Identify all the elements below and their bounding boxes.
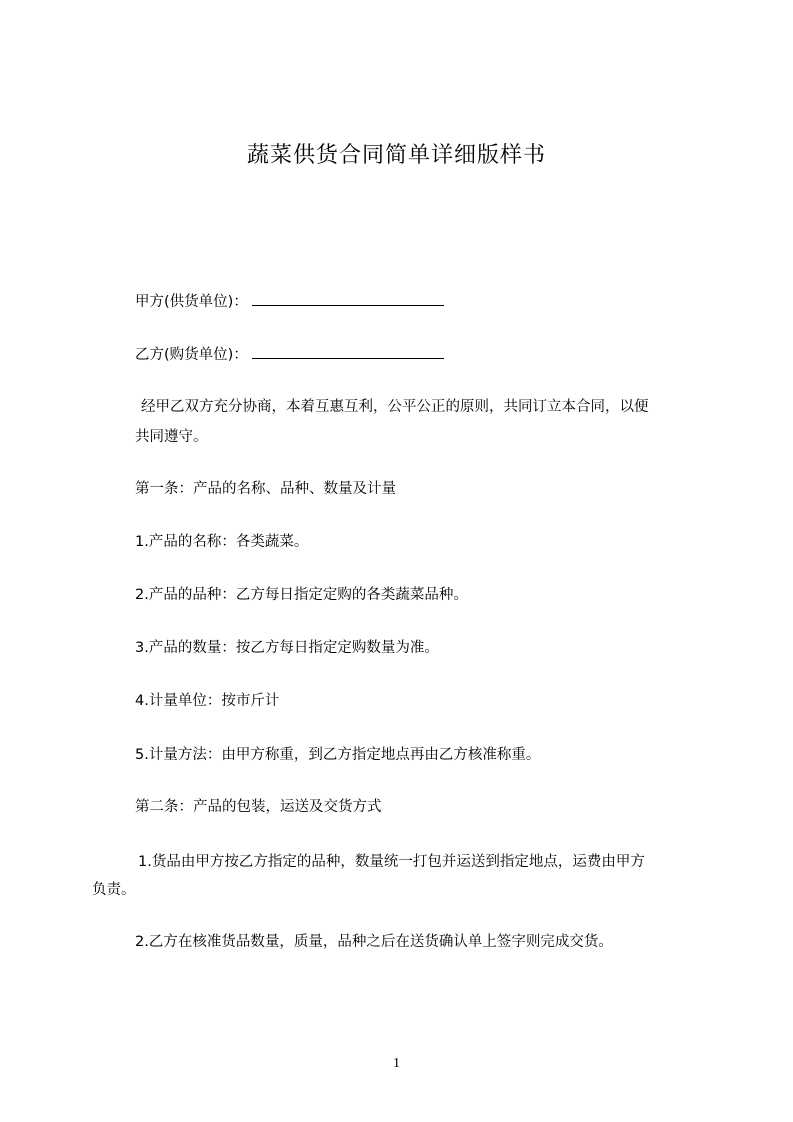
page-number: 1 [393, 1056, 400, 1071]
intro-line-2: 共同遵守。 [135, 429, 208, 445]
intro-paragraph [135, 393, 705, 422]
party-b-label: 乙方(购货单位)： [135, 347, 248, 363]
article-1-heading: 第一条：产品的名称、品种、数量及计量 [135, 481, 396, 497]
party-b-blank [252, 344, 444, 359]
article-1-item-1: 1.产品的名称：各类蔬菜。 [135, 534, 309, 550]
article-2-heading: 第二条：产品的包装，运送及交货方式 [135, 799, 382, 815]
document-title: 蔬菜供货合同简单详细版样书 [246, 143, 546, 168]
party-a-label: 甲方(供货单位)： [135, 294, 248, 310]
party-b-line [135, 344, 444, 365]
article-1-item-3: 3.产品的数量：按乙方每日指定定购数量为准。 [135, 640, 439, 656]
article-1-item-4: 4.计量单位：按市斤计 [135, 693, 280, 709]
intro-line-1: 经甲乙双方充分协商，本着互惠互利，公平公正的原则，共同订立本合同，以便 [141, 399, 649, 415]
party-a-line [135, 291, 444, 312]
article-1-item-5: 5.计量方法：由甲方称重，到乙方指定地点再由乙方核准称重。 [135, 747, 541, 763]
intro-paragraph-cont [135, 427, 208, 447]
party-a-blank [252, 291, 444, 306]
article-1-item-2: 2.产品的品种：乙方每日指定定购的各类蔬菜品种。 [135, 587, 468, 603]
article-2-item-2: 2.乙方在核准货品数量，质量，品种之后在送货确认单上签字则完成交货。 [135, 934, 613, 950]
article-2-item-1-line-1: 1.货品由甲方按乙方指定的品种，数量统一打包并运送到指定地点，运费由甲方 [138, 854, 645, 870]
article-2-item-1-line-2: 负责。 [92, 882, 136, 898]
